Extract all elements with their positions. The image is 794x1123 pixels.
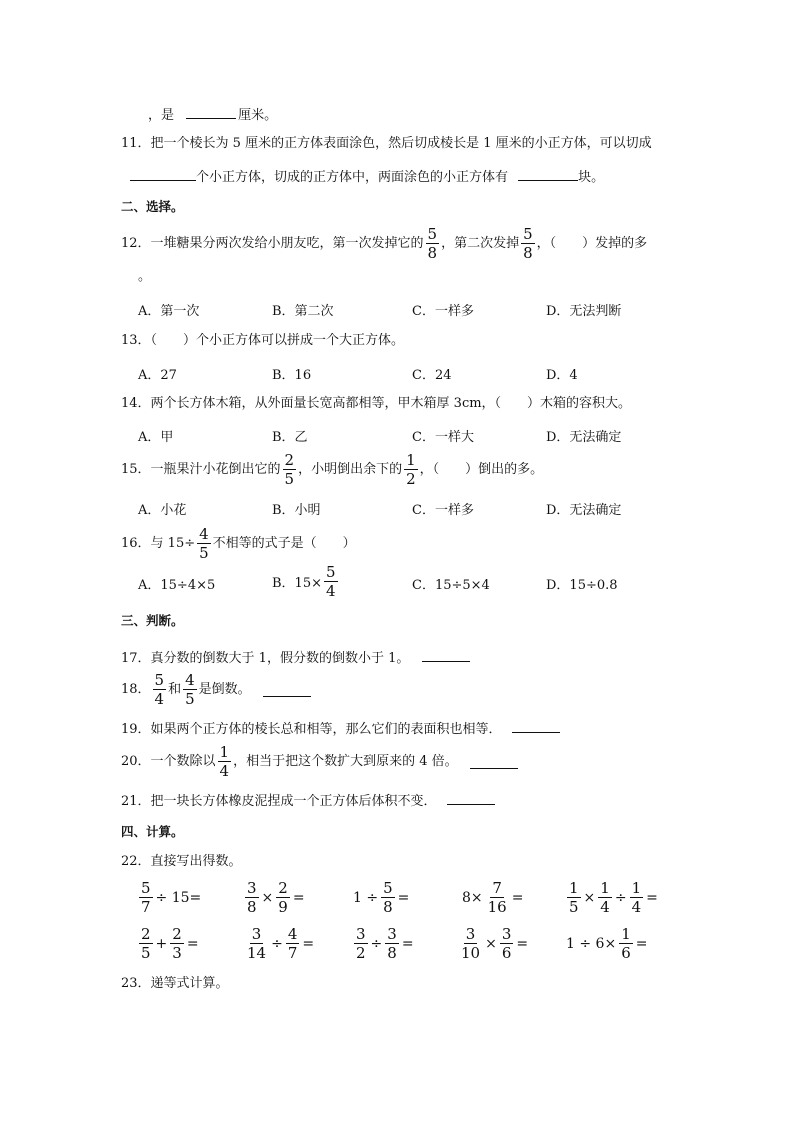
fraction: $\frac{4}{5}$	[185, 671, 195, 708]
calc-item: $\frac{5}{7}$ ÷ 15=	[141, 879, 202, 916]
option-c[interactable]: C．15÷5×4	[412, 578, 490, 593]
option-c[interactable]: C．一样多	[412, 503, 474, 518]
fraction: $\frac{2}{5}$	[284, 451, 295, 488]
fraction: $\frac{1}{4}$	[219, 743, 230, 780]
question-21: 21．把一块长方体橡皮泥捏成一个正方体后体积不变．	[121, 790, 495, 811]
option-b[interactable]: B．第二次	[272, 304, 334, 319]
option-c[interactable]: C．一样多	[412, 304, 474, 319]
question-12: 12．一堆糖果分两次发给小朋友吃，第一次发掉它的 $\frac{5}{8}$ ，第二次发掉 $\frac{5}{8}$ ，（ ）发掉的多	[121, 225, 648, 262]
question-23: 23．递等式计算。	[121, 976, 229, 991]
option-d[interactable]: D．无法判断	[546, 304, 622, 319]
question-11-line2: 个小正方体，切成的正方体中，两面涂色的小正方体有 块。	[130, 166, 604, 187]
calc-item: 1 ÷ $\frac{5}{8}$ =	[353, 879, 410, 916]
question-14: 14．两个长方体木箱，从外面量长宽高都相等，甲木箱厚 3cm，（ ）木箱的容积大。	[121, 396, 632, 411]
option-a[interactable]: A．小花	[138, 503, 187, 518]
calc-item: $\frac{3}{2}$ ÷ $\frac{3}{8}$ =	[356, 925, 414, 962]
option-d[interactable]: D．4	[546, 368, 578, 383]
answer-blank[interactable]	[512, 718, 560, 733]
calc-item: $\frac{2}{5}$ + $\frac{2}{3}$ =	[141, 925, 199, 962]
answer-blank[interactable]	[186, 104, 236, 119]
question-22: 22．直接写出得数。	[121, 854, 242, 869]
calc-item: $\frac{3}{10}$ × $\frac{3}{6}$ =	[461, 925, 529, 962]
question-15: 15．一瓶果汁小花倒出它的 $\frac{2}{5}$ ，小明倒出余下的 $\frac{1}{2}$ ，（ ）倒出的多。	[121, 451, 544, 488]
fraction: $\frac{1}{2}$	[406, 451, 416, 488]
answer-blank[interactable]	[422, 647, 470, 662]
option-c[interactable]: C．一样大	[412, 430, 474, 445]
section-heading-calc: 四、计算。	[121, 824, 184, 839]
option-b[interactable]: B．15× $\frac{5}{4}$	[272, 563, 336, 600]
question-20: 20．一个数除以 $\frac{1}{4}$ ，相当于把这个数扩大到原来的 4 倍。	[121, 744, 518, 779]
option-c[interactable]: C．24	[412, 368, 452, 383]
option-a[interactable]: A．27	[138, 368, 177, 383]
fraction: $\frac{5}{8}$	[427, 225, 438, 262]
answer-blank[interactable]	[130, 166, 196, 181]
answer-blank[interactable]	[470, 754, 518, 769]
option-d[interactable]: D．15÷0.8	[546, 578, 618, 593]
option-b[interactable]: B．乙	[272, 430, 308, 445]
fraction: $\frac{5}{4}$	[326, 563, 336, 600]
answer-blank[interactable]	[263, 682, 311, 697]
calc-item: $\frac{3}{14}$ ÷ $\frac{4}{7}$ =	[247, 925, 315, 962]
question-11: 11．把一个棱长为 5 厘米的正方体表面涂色，然后切成棱长是 1 厘米的小正方体，可以切成	[121, 136, 652, 151]
option-a[interactable]: A．甲	[138, 430, 174, 445]
q10-tail: ，是 厘米。	[148, 104, 277, 125]
calc-item: $\frac{1}{5}$ × $\frac{1}{4}$ ÷ $\frac{1}{4}$ =	[569, 879, 658, 916]
fraction: $\frac{5}{8}$	[523, 225, 533, 262]
section-heading-choice: 二、选择。	[121, 199, 184, 214]
question-12-tail: 。	[138, 269, 152, 284]
fraction: $\frac{4}{5}$	[199, 525, 209, 562]
calc-item: $\frac{3}{8}$ × $\frac{2}{9}$ =	[247, 879, 305, 916]
question-16: 16．与 15÷ $\frac{4}{5}$ 不相等的式子是（ ）	[121, 525, 356, 562]
option-a[interactable]: A．15÷4×5	[138, 578, 216, 593]
option-d[interactable]: D．无法确定	[546, 430, 622, 445]
answer-blank[interactable]	[447, 790, 495, 805]
calc-item: 1 ÷ 6× $\frac{1}{6}$ =	[566, 925, 648, 962]
question-17: 17．真分数的倒数大于 1，假分数的倒数小于 1。	[121, 647, 470, 668]
fraction: $\frac{5}{4}$	[154, 671, 165, 708]
option-d[interactable]: D．无法确定	[546, 503, 622, 518]
question-13: 13．（ ）个小正方体可以拼成一个大正方体。	[121, 333, 405, 348]
question-19: 19．如果两个正方体的棱长总和相等，那么它们的表面积也相等．	[121, 718, 560, 739]
section-heading-judge: 三、判断。	[121, 613, 184, 628]
option-b[interactable]: B．16	[272, 368, 312, 383]
question-18: 18． $\frac{5}{4}$ 和 $\frac{4}{5}$ 是倒数。	[121, 672, 311, 707]
calc-item: 8× $\frac{7}{16}$ =	[462, 879, 524, 916]
answer-blank[interactable]	[518, 166, 578, 181]
option-b[interactable]: B．小明	[272, 503, 321, 518]
option-a[interactable]: A．第一次	[138, 304, 200, 319]
